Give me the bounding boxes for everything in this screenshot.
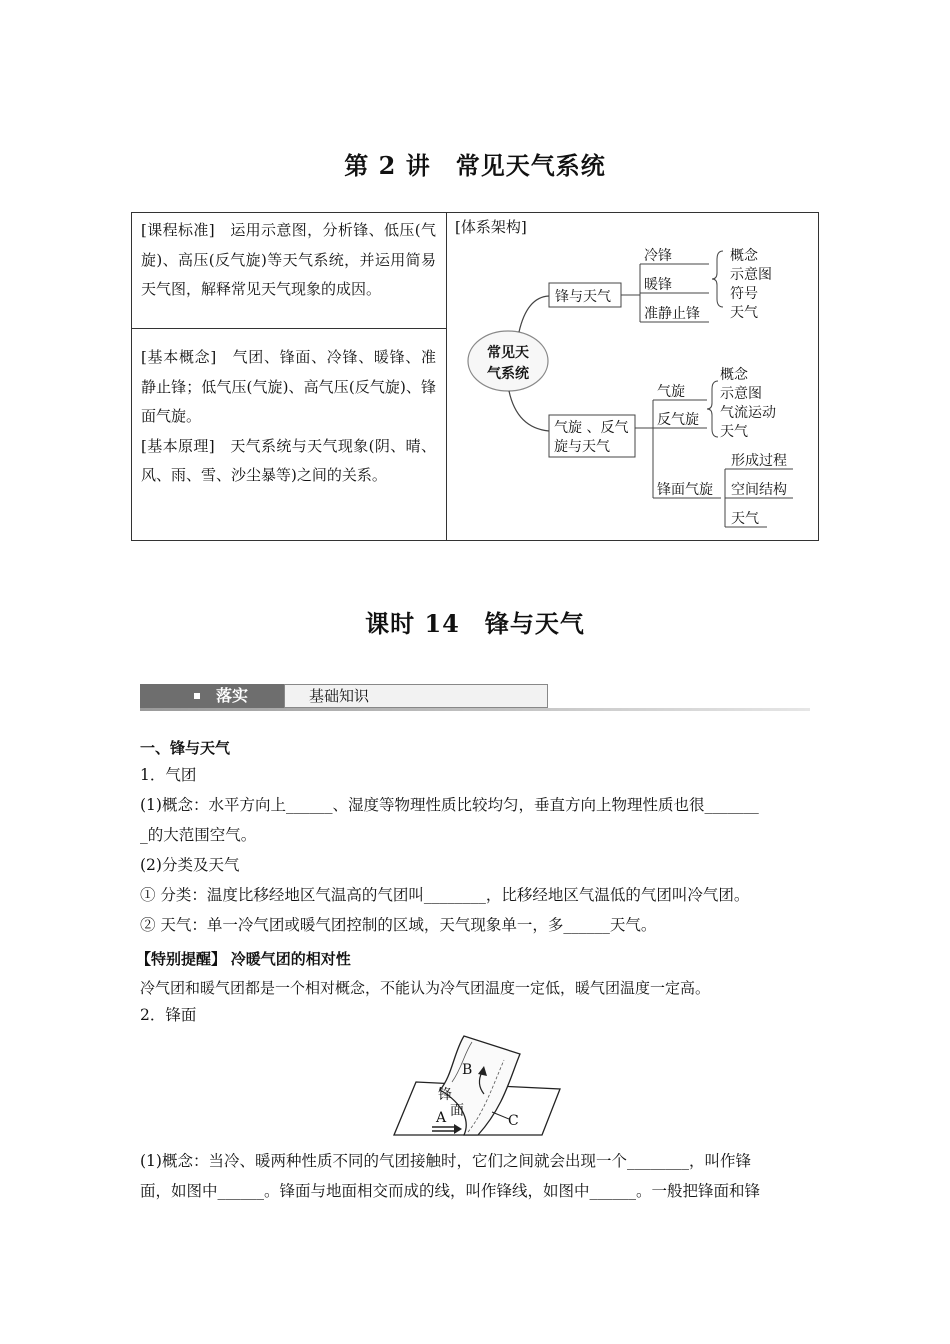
framework-cell — [447, 213, 819, 541]
anticyclone-label: 反气旋 — [657, 412, 699, 428]
tip-title: 冷暖气团的相对性 — [230, 950, 351, 968]
label-c: C — [508, 1113, 519, 1129]
front-item-4: 天气 — [730, 305, 758, 321]
cyclone-item-4: 天气 — [720, 424, 748, 440]
front-warm: 暖锋 — [644, 277, 672, 293]
branch-cyclones-line1: 气旋 、反气 — [554, 420, 629, 436]
front-concept-1: (1)概念：当冷、暖两种性质不同的气团接触时，它们之间就会出现一个________，叫作锋 — [140, 1152, 751, 1170]
lesson-title: 课时 14 锋与天气 — [365, 609, 585, 638]
label-front-2: 面 — [450, 1103, 464, 1119]
fc-item-1: 形成过程 — [731, 453, 787, 469]
curriculum-tag: [课程标准] — [141, 221, 215, 239]
center-line1: 常见天 — [487, 345, 529, 361]
concepts-cell — [132, 329, 447, 541]
front-diagram — [392, 1032, 564, 1140]
front-concept-block — [140, 1146, 812, 1206]
front-item-1: 概念 — [730, 248, 758, 264]
branch-cyclones-line2: 旋与天气 — [554, 439, 610, 455]
front-item-3: 符号 — [730, 286, 758, 302]
section-heading: 一、锋与天气 — [140, 739, 231, 757]
frontal-cyclone-label: 锋面气旋 — [657, 482, 713, 498]
curriculum-text: 运用示意图，分析锋、低压(气旋)、高压(反气旋)等天气系统，并运用简易天气图，解释常见天气现象的成因。 — [141, 221, 436, 298]
air-mass-concept-2: _的大范围空气。 — [140, 826, 257, 844]
framework-tag: [体系架构] — [455, 218, 527, 236]
air-mass-concept-1: (1)概念：水平方向上______、湿度等物理性质比较均匀，垂直方向上物理性质也很_______ — [140, 796, 759, 814]
principles-text: 天气系统与天气现象(阴、晴、风、雨、雪、沙尘暴等)之间的关系。 — [141, 436, 436, 484]
center-node — [468, 331, 548, 391]
cyclone-label: 气旋 — [657, 384, 685, 400]
tip-text: 冷气团和暖气团都是一个相对概念，不能认为冷气团温度一定低，暖气团温度一定高。 — [140, 979, 711, 997]
concepts-tag: [基本概念] — [141, 348, 217, 366]
front-cold: 冷锋 — [644, 248, 672, 264]
curriculum-cell — [132, 213, 447, 329]
air-mass-class-heading: (2)分类及天气 — [140, 856, 240, 874]
banner-left: 落实 — [216, 686, 249, 705]
tip-heading — [136, 948, 351, 969]
front-heading: 2．锋面 — [140, 1006, 197, 1024]
air-mass-class-item: ① 分类：温度比移经地区气温高的气团叫________，比移经地区气温低的气团叫冷气团。 — [140, 886, 750, 904]
label-a: A — [436, 1110, 447, 1126]
front-stationary: 准静止锋 — [644, 306, 700, 322]
center-line2: 气系统 — [487, 366, 529, 382]
square-icon — [194, 693, 200, 699]
tip-tag: 【特别提醒】 — [136, 950, 227, 968]
branch-fronts-label: 锋与天气 — [555, 289, 611, 305]
label-b: B — [462, 1062, 473, 1078]
label-front-1: 锋 — [438, 1087, 452, 1103]
lecture-title: 第 2 讲 常见天气系统 — [344, 151, 606, 180]
concepts-text: 气团、锋面、冷锋、暖锋、准静止锋；低气压(气旋)、高气压(反气旋)、锋面气旋。 — [141, 348, 436, 425]
framework-mindmap — [447, 213, 819, 540]
cyclone-item-1: 概念 — [720, 367, 748, 383]
cyclone-item-3: 气流运动 — [720, 405, 776, 421]
section-banner — [140, 684, 810, 712]
front-item-2: 示意图 — [730, 267, 772, 283]
overview-table — [131, 212, 819, 541]
air-mass-weather-item: ② 天气：单一冷气团或暖气团控制的区域，天气现象单一，多______天气。 — [140, 916, 657, 934]
air-mass-block — [140, 760, 812, 940]
front-concept-2: 面，如图中______。锋面与地面相交而成的线，叫作锋线，如图中______。一般把锋面和锋 — [140, 1182, 761, 1200]
fc-item-2: 空间结构 — [731, 482, 787, 498]
banner-right: 基础知识 — [309, 687, 370, 705]
cyclone-item-2: 示意图 — [720, 386, 762, 402]
air-mass-heading: 1．气团 — [140, 766, 197, 784]
fc-item-3: 天气 — [731, 511, 759, 527]
principles-tag: [基本原理] — [141, 436, 215, 455]
